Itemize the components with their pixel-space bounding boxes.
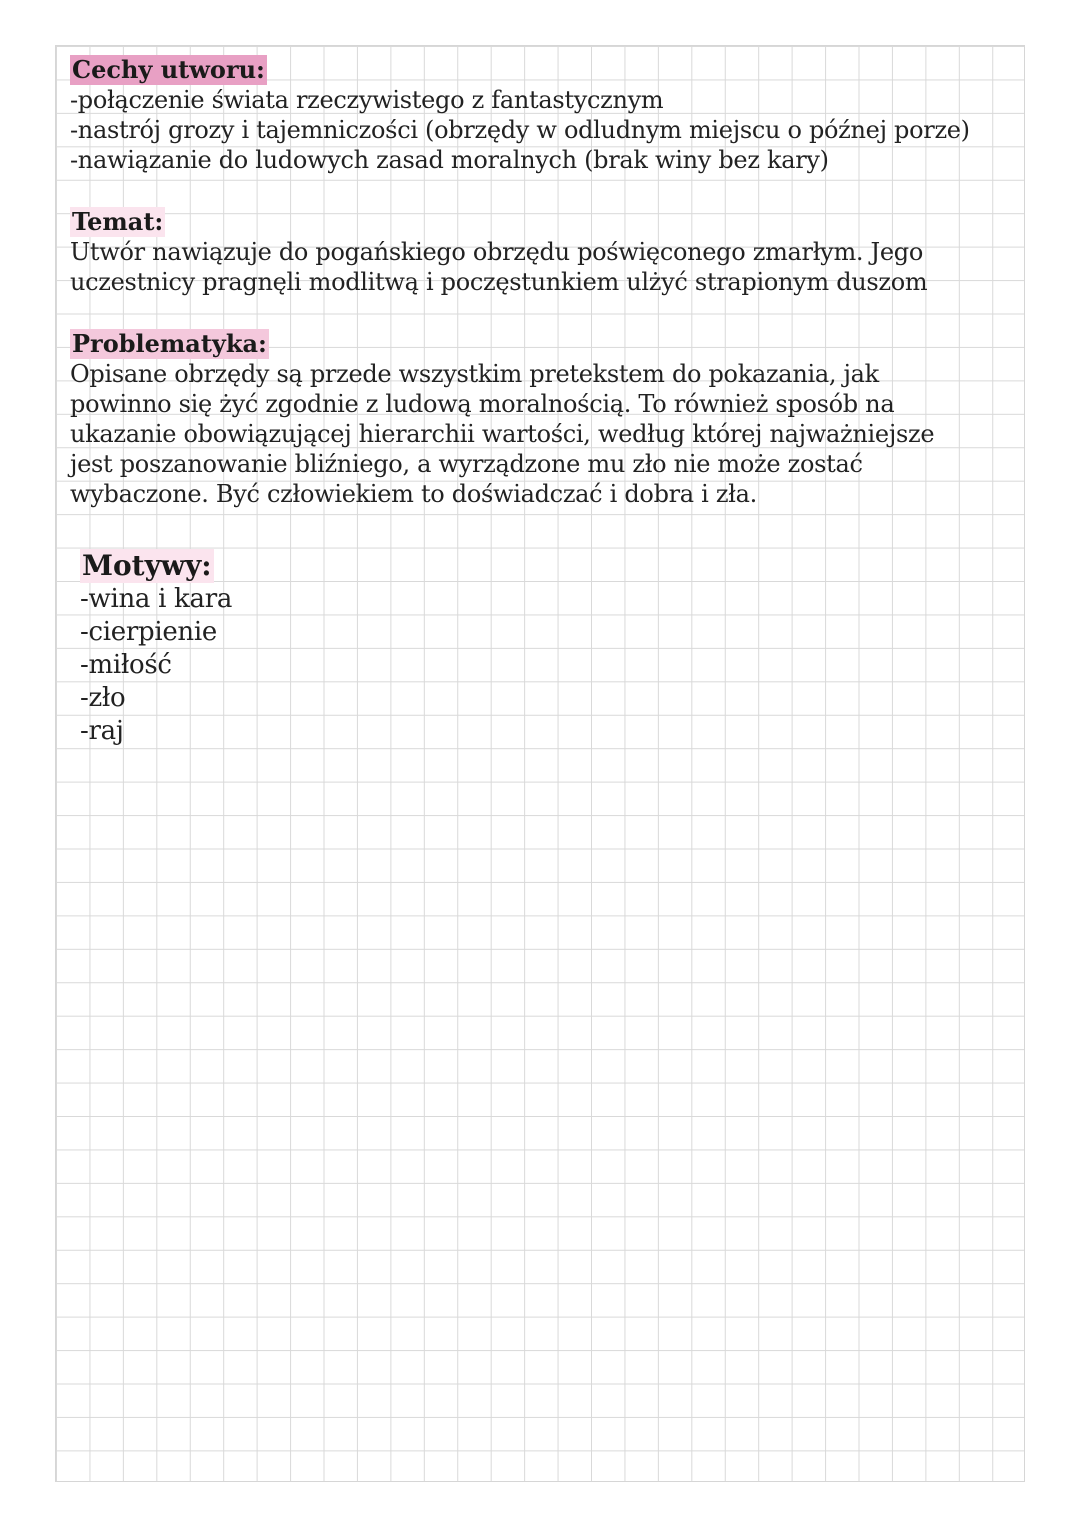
problematyka-line: wybaczone. Być człowiekiem to doświadczać i dobra i zła. (70, 480, 758, 508)
temat-line: uczestnicy pragnęli modlitwą i poczęstunkiem ulżyć strapionym duszom (70, 268, 928, 296)
heading-motywy: Motywy: (82, 549, 212, 582)
section-temat (70, 207, 1020, 297)
heading-problematyka: Problematyka: (72, 329, 267, 358)
motywy-item: -wina i kara (80, 584, 233, 614)
temat-line: Utwór nawiązuje do pogańskiego obrzędu poświęconego zmarłym. Jego (70, 238, 923, 266)
cechy-item: -połączenie świata rzeczywistego z fantastycznym (70, 86, 664, 114)
cechy-item: -nastrój grozy i tajemniczości (obrzędy w odludnym miejscu o późnej porze) (70, 116, 970, 144)
problematyka-line: Opisane obrzędy są przede wszystkim pretekstem do pokazania, jak (70, 360, 879, 388)
cechy-item: -nawiązanie do ludowych zasad moralnych (brak winy bez kary) (70, 146, 829, 174)
section-problematyka (70, 329, 1020, 509)
motywy-item: -raj (80, 716, 124, 746)
motywy-item: -cierpienie (80, 617, 217, 647)
problematyka-line: ukazanie obowiązującej hierarchii wartości, według której najważniejsze (70, 420, 935, 448)
problematyka-line: jest poszanowanie bliźniego, a wyrządzone mu zło nie może zostać (70, 450, 863, 478)
problematyka-line: powinno się żyć zgodnie z ludową moralnością. To również sposób na (70, 390, 895, 418)
section-cechy-utworu (70, 55, 1020, 175)
motywy-item: -miłość (80, 650, 172, 680)
section-motywy (80, 549, 1020, 748)
heading-cechy-utworu: Cechy utworu: (72, 55, 265, 84)
heading-temat: Temat: (72, 207, 164, 236)
motywy-item: -zło (80, 683, 126, 713)
notes-content (70, 55, 1020, 748)
